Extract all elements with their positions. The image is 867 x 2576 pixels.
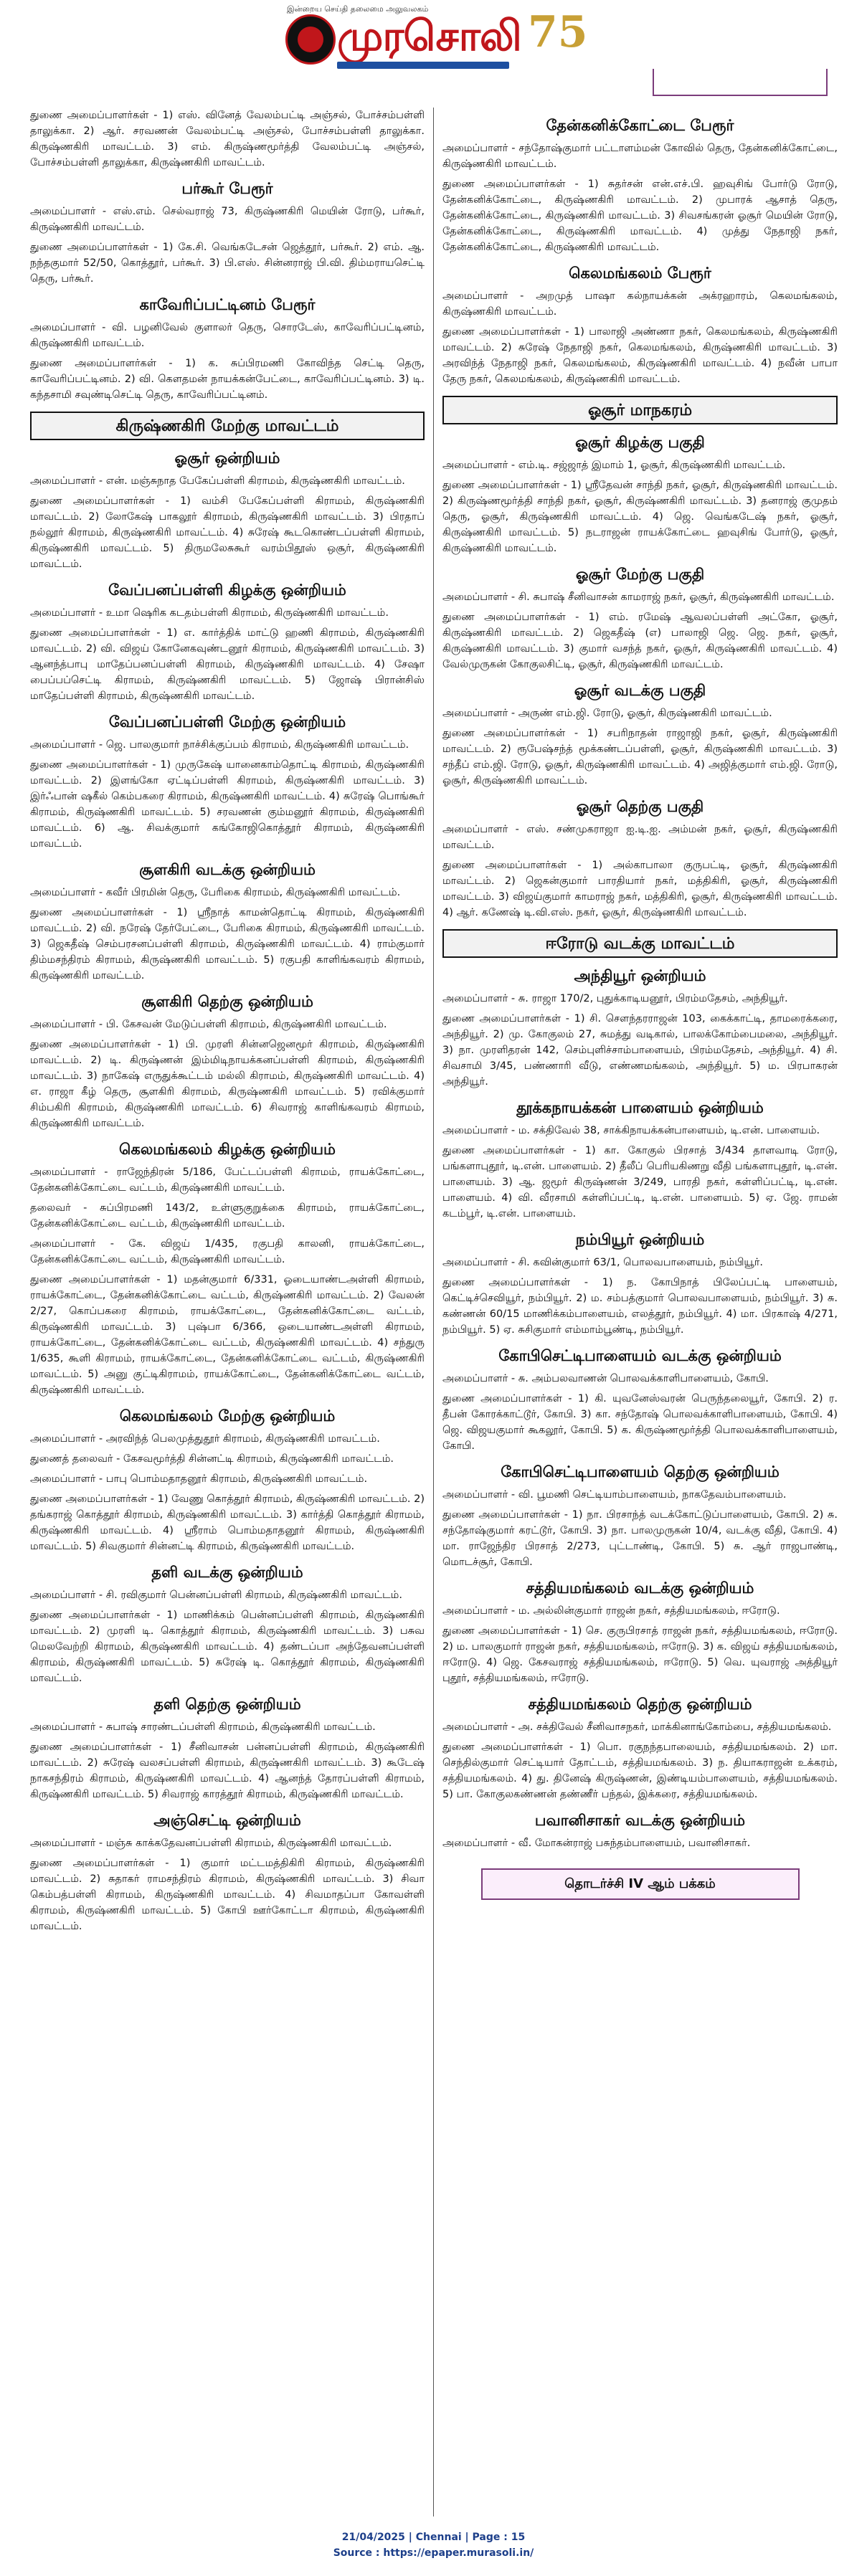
member-entry: துணை அமைப்பாளர்கள் - 1) மாணிக்கம் பென்னப்பள்ளி கிராமம், கிருஷ்ணகிரி மாவட்டம். 2) முரளி டி. கொத்தூர் கிராமம், கிருஷ்ணகிரி மாவட்டம். 3) பசுவ மெலவேற்றி கிராமம், கிருஷ்ணகிரி மாவட்டம். 4) தண்டப்பா அந்தேவனப்பள்ளி கிராமம், கிருஷ்ணகிரி மாவட்டம். 5) சுரேஷ் டி. கொத்தூர் கிராமம், கிருஷ்ணகிரி மாவட்டம். bbox=[30, 1610, 425, 1684]
member-entry: அமைப்பாளர் - பாபு பொம்மதாதனூர் கிராமம், கிருஷ்ணகிரி மாவட்டம். bbox=[30, 1473, 368, 1485]
section-heading: கெலமங்கலம் கிழக்கு ஒன்றியம் bbox=[119, 1140, 336, 1158]
section-heading: தளி வடக்கு ஒன்றியம் bbox=[151, 1563, 303, 1581]
left-column bbox=[22, 108, 434, 2516]
section-heading: ஓசூர் மேற்கு பகுதி bbox=[575, 565, 705, 583]
member-entry: துணை அமைப்பாளர்கள் - 1) நா. பிரசாந்த் வடக்கோட்டுப்பாளையம், கோபி. 2) சு. சந்தோஷ்குமார் கரட்டூர், கோபி. 3) நா. பாலமுருகன் 10/4, வடக்கு வீதி, கோபி. 4) மா. ராஜேந்திர பிரசாத் 2/273, புட்டாண்டி, கோபி. 5) சு. ஆர் ராஜபாண்டி, மொடச்சூர், கோபி. bbox=[442, 1509, 838, 1568]
member-entry: அமைப்பாளர் - கே. விஜய் 1/435, ரகுபதி காலனி, ராயக்கோட்டை, தேன்கனிக்கோட்டை வட்டம், கிருஷ்ணகிரி மாவட்டம். bbox=[30, 1238, 425, 1265]
member-entry: அமைப்பாளர் - என். மஞ்சுநாத பேகேப்பள்ளி கிராமம், கிருஷ்ணகிரி மாவட்டம். bbox=[30, 475, 405, 487]
member-entry: துணை அமைப்பாளர்கள் - 1) சுதர்சன் என்.எச்.பி. ஹவுசிங் போர்டு ரோடு, தேன்கனிக்கோட்டை, கிருஷ்ணகிரி மாவட்டம். 2) முபாரக் ஆசாத் தெரு, தேன்கனிக்கோட்டை, கிருஷ்ணகிரி மாவட்டம். 3) சிவசங்கரன் ஓசூர் மெயின் ரோடு, தேன்கனிக்கோட்டை, கிருஷ்ணகிரி மாவட்டம். 4) முத்து நேதாஜி நகர், தேன்கனிக்கோட்டை, கிருஷ்ணகிரி மாவட்டம். bbox=[442, 179, 838, 253]
section-heading: கெலமங்கலம் மேற்கு ஒன்றியம் bbox=[119, 1407, 336, 1425]
member-entry: அமைப்பாளர் - அ. சக்திவேல் சீனிவாசநகர், மாக்கினாங்கோம்பை, சத்தியமங்கலம். bbox=[442, 1721, 832, 1733]
member-entry: துணை அமைப்பாளர்கள் - 1) மதன்குமார் 6/331, ஓடையாண்டஅள்ளி கிராமம், ராயக்கோட்டை, தேன்கனிக்கோட்டை வட்டம், கிருஷ்ணகிரி மாவட்டம். 2) வேலன் 2/27, கொப்பகரை கிராமம், ராயக்கோட்டை, தேன்கனிக்கோட்டை வட்டம், கிருஷ்ணகிரி மாவட்டம். 3) புஷ்பா 6/366, ஒடையாண்டஅள்ளி கிராமம், ராயக்கோட்டை, தேன்கனிக்கோட்டை வட்டம், கிருஷ்ணகிரி மாவட்டம். 4) சந்துரு 1/635, கூளி கிராமம், ராயக்கோட்டை, தேன்கனிக்கோட்டை வட்டம், கிருஷ்ணகிரி மாவட்டம். 5) அனு குட்டிகிராமம், ராயக்கோட்டை, தேன்கனிக்கோட்டை வட்டம், கிருஷ்ணகிரி மாவட்டம். bbox=[30, 1274, 425, 1396]
member-entry: துணை அமைப்பாளர்கள் - 1) குமார் மட்டமத்திகிரி கிராமம், கிருஷ்ணகிரி மாவட்டம். 2) சுதாகர் ராமசந்திரம் கிராமம், கிருஷ்ணகிரி மாவட்டம். 3) சிவா கெம்பத்பள்ளி கிராமம், கிருஷ்ணகிரி மாவட்டம். 4) சிவமாதப்பா கோவள்ளி கிராமம், கிருஷ்ணகிரி மாவட்டம். 5) கோபி ஊர்கோட்டா கிராமம், கிருஷ்ணகிரி மாவட்டம். bbox=[30, 1858, 425, 1932]
footer-source: Source : https://epaper.murasoli.in/ bbox=[333, 2547, 534, 2559]
member-entry: அமைப்பாளர் - எஸ்.எம். செல்வராஜ் 73, கிருஷ்ணகிரி மெயின் ரோடு, பர்கூர், கிருஷ்ணகிரி மாவட்டம். bbox=[30, 206, 425, 233]
section-heading: கெலமங்கலம் பேரூர் bbox=[569, 264, 711, 282]
member-entry: அமைப்பாளர் - ஜெ. பாலகுமார் நாச்சிக்குப்பம் கிராமம், கிருஷ்ணகிரி மாவட்டம். bbox=[30, 739, 409, 751]
section-heading: நம்பியூர் ஒன்றியம் bbox=[575, 1230, 705, 1248]
member-entry: அமைப்பாளர் - ம. அல்லின்குமார் ராஜன் நகர், சத்தியமங்கலம், ஈரோடு. bbox=[442, 1605, 780, 1617]
member-entry: அமைப்பாளர் - சி. சுபாஷ் சீனிவாசன் காமராஜ் நகர், ஓசூர், கிருஷ்ணகிரி மாவட்டம். bbox=[442, 591, 835, 603]
member-entry: அமைப்பாளர் - கவீர் பிரமின் தெரு, பேரிகை கிராமம், கிருஷ்ணகிரி மாவட்டம். bbox=[30, 887, 401, 898]
member-entry: துணை அமைப்பாளர்கள் - 1) ஸ்ரீநாத் காமன்தொட்டி கிராமம், கிருஷ்ணகிரி மாவட்டம். 2) வி. நரேஷ் தேர்பேட்டை, பேரிகை கிராமம், கிருஷ்ணகிரி மாவட்டம். 3) ஜெகதீஷ் செம்பரசனப்பள்ளி கிராமம், கிருஷ்ணகிரி மாவட்டம். 4) ராம்குமார் திம்மசந்திரம் கிராமம், கிருஷ்ணகிரி மாவட்டம். 5) ரகுபதி காளிங்கவரம் கிராமம், கிருஷ்ணகிரி மாவட்டம். bbox=[30, 907, 425, 982]
member-entry: துணை அமைப்பாளர்கள் - 1) அல்காபாலா குருபட்டி, ஓசூர், கிருஷ்ணகிரி மாவட்டம். 2) ஜெகன்குமார் பாரதியார் நகர், மத்திகிரி, ஓசூர், கிருஷ்ணகிரி மாவட்டம். 3) விஜய்குமார் காமராஜ் நகர், மத்திகிரி, ஓசூர், கிருஷ்ணகிரி மாவட்டம். 4) ஆர். கணேஷ் டி.வி.எஸ். நகர், ஓசூர், கிருஷ்ணகிரி மாவட்டம். bbox=[442, 860, 838, 918]
member-entry: துணை அமைப்பாளர்கள் - 1) முருகேஷ் யானைகாம்தொட்டி கிராமம், கிருஷ்ணகிரி மாவட்டம். 2) இளங்கோ ஏட்டிப்பள்ளி கிராமம், கிருஷ்ணகிரி மாவட்டம். 3) இர்ஃபான் ஷகீல் கெம்பகரை கிராமம், கிருஷ்ணகிரி மாவட்டம். 4) சுரேஷ் பொங்கூர் கிராமம், கிருஷ்ணகிரி மாவட்டம். 5) சரவணன் கும்மனூர் கிராமம், கிருஷ்ணகிரி மாவட்டம். 6) ஆ. சிவக்குமார் கங்கோஜிகொத்தூர் கிராமம், கிருஷ்ணகிரி மாவட்டம். bbox=[30, 759, 425, 850]
district-banner: கிருஷ்ணகிரி மேற்கு மாவட்டம் bbox=[30, 412, 425, 440]
member-entry: அமைப்பாளர் - பி. கேசவன் மேடுப்பள்ளி கிராமம், கிருஷ்ணகிரி மாவட்டம். bbox=[30, 1019, 387, 1030]
section-heading: வேப்பனப்பள்ளி மேற்கு ஒன்றியம் bbox=[108, 713, 346, 731]
member-entry: துணை அமைப்பாளர்கள் - 1) கி. யுவனேஸ்வரன் பெருந்தலையூர், கோபி. 2) ர. தீபன் கோரக்காட்டூர், கோபி. 3) கா. சந்தோஷ் பொலவக்காளிபாளையம், கோபி. 4) ஜெ. விஜயகுமார் கூகலூர், கோபி. 5) க. கிருஷ்ணமூர்த்தி பொலவக்காளிபாளையம், கோபி. bbox=[442, 1393, 838, 1452]
party-emblem-icon bbox=[285, 14, 336, 65]
district-banner: ஈரோடு வடக்கு மாவட்டம் bbox=[442, 929, 838, 958]
member-entry: துணை அமைப்பாளர்கள் - 1) ந. கோபிநாத் பிலேப்பட்டி பாளையம், கெட்டிச்செவியூர், நம்பியூர். 2) ம. சம்பத்குமார் பொலவபாளையம், நம்பியூர். 3) சு. கண்ணன் 60/15 மாணிக்கம்பாளையம், எலத்தூர், நம்பியூர். 4) மா. பிரகாஷ் 4/271, நம்பியூர். 5) ஏ. சுசிகுமார் எம்மாம்பூண்டி, நம்பியூர். bbox=[442, 1277, 838, 1336]
member-entry: அமைப்பாளர் - சி. கவின்குமார் 63/1, பொலவபாளையம், நம்பியூர். bbox=[442, 1257, 763, 1268]
member-entry: துணை அமைப்பாளர்கள் - 1) எ. கார்த்திக் மாட்டு ஹணி கிராமம், கிருஷ்ணகிரி மாவட்டம். 2) வி. விஜய் கோனேகவுண்டனூர் கிராமம், கிருஷ்ணகிரி மாவட்டம். 3) ஆனந்த்பாபு மாதேப்பனப்பள்ளி கிராமம், கிருஷ்ணகிரி மாவட்டம். 4) சேஷா பைப்பப்செட்டி கிராமம், கிருஷ்ணகிரி மாவட்டம். 5) ஜோஷ் பிரான்சிஸ் மாதேப்பள்ளி கிராமம், கிருஷ்ணகிரி மாவட்டம். bbox=[30, 627, 425, 702]
member-entry: தலைவர் - சுப்பிரமணி 143/2, உள்ளுகுறுக்கை கிராமம், ராயக்கோட்டை, தேன்கனிக்கோட்டை வட்டம், கிருஷ்ணகிரி மாவட்டம். bbox=[30, 1202, 425, 1230]
masthead-tagline: இன்றைய செய்தி தலைமை அலுவலகம் bbox=[287, 4, 429, 14]
section-heading: ஓசூர் ஒன்றியம் bbox=[174, 449, 280, 467]
logo-underline bbox=[337, 62, 509, 69]
masthead bbox=[0, 0, 867, 108]
section-heading: தேன்கனிக்கோட்டை பேரூர் bbox=[546, 116, 734, 134]
section-heading: அந்தியூர் ஒன்றியம் bbox=[574, 966, 706, 984]
member-entry: அமைப்பாளர் - அருண் எம்.ஜி. ரோடு, ஓசூர், கிருஷ்ணகிரி மாவட்டம். bbox=[442, 708, 772, 719]
member-entry: துணை அமைப்பாளர்கள் - 1) வேணு கொத்தூர் கிராமம், கிருஷ்ணகிரி மாவட்டம். 2) தங்கராஜ் கொத்தூர் கிராமம், கிருஷ்ணகிரி மாவட்டம். 3) கார்த்தி கொத்தூர் கிராமம், கிருஷ்ணகிரி மாவட்டம். 4) ஸ்ரீராம் பொம்மதாதனூர் கிராமம், கிருஷ்ணகிரி மாவட்டம். 5) சிவகுமார் சின்னட்டி கிராமம், கிருஷ்ணகிரி மாவட்டம். bbox=[30, 1493, 425, 1552]
member-entry: அமைப்பாளர் - எம்.டி. சஜ்ஜாத் இமாம் 1, ஓசூர், கிருஷ்ணகிரி மாவட்டம். bbox=[442, 460, 786, 471]
section-heading: அஞ்செட்டி ஒன்றியம் bbox=[153, 1811, 301, 1829]
section-heading: சூளகிரி வடக்கு ஒன்றியம் bbox=[139, 860, 316, 878]
member-entry: அமைப்பாளர் - வி. பூமணி செட்டியாம்பாளையம், நாகதேவம்பாளையம். bbox=[442, 1489, 787, 1501]
member-entry: அமைப்பாளர் - சி. ரவிகுமார் பென்னப்பள்ளி கிராமம், கிருஷ்ணகிரி மாவட்டம். bbox=[30, 1589, 402, 1601]
section-heading: பவானிசாகர் வடக்கு ஒன்றியம் bbox=[534, 1811, 746, 1829]
member-entry: துணை அமைப்பாளர்கள் - 1) பொ. ரகுநந்தபாலையம், சத்தியமங்கலம். 2) மா. செந்தில்குமார் செட்டியார் தோட்டம், சத்தியமங்கலம். 3) ந. தியாகராஜன் உக்கரம், சத்தியமங்கலம். 4) து. தினேஷ் கிருஷ்ணன், இண்டியம்பாளையம், சத்தியமங்கலம். 5) பா. கோகுலகண்ணன் தண்ணீர் பந்தல், இக்கரை, சத்தியமங்கலம். bbox=[442, 1741, 838, 1800]
section-heading: ஓசூர் தெற்கு பகுதி bbox=[576, 797, 704, 815]
section-heading: கோபிசெட்டிபாளையம் தெற்கு ஒன்றியம் bbox=[501, 1463, 780, 1481]
continued-notice: தொடர்ச்சி IV ஆம் பக்கம் bbox=[481, 1868, 800, 1900]
header-corner-box bbox=[653, 69, 828, 96]
member-entry: அமைப்பாளர் - சுபாஷ் சாரண்டப்பள்ளி கிராமம், கிருஷ்ணகிரி மாவட்டம். bbox=[30, 1721, 376, 1733]
member-entry: துணைத் தலைவர் - கேசவமூர்த்தி சின்னட்டி கிராமம், கிருஷ்ணகிரி மாவட்டம். bbox=[30, 1453, 394, 1465]
section-heading: தூக்கநாயக்கன் பாளையம் ஒன்றியம் bbox=[516, 1098, 764, 1116]
member-entry: அமைப்பாளர் - வீ. மோகன்ராஜ் பசுந்தம்பாளையம், பவானிசாகர். bbox=[442, 1838, 751, 1849]
member-entry: அமைப்பாளர் - சு. ராஜா 170/2, புதுக்காடியனூர், பிரம்மதேசம், அந்தியூர். bbox=[442, 993, 788, 1004]
section-heading: கோபிசெட்டிபாளையம் வடக்கு ஒன்றியம் bbox=[498, 1346, 782, 1364]
member-entry: துணை அமைப்பாளர்கள் - 1) பாலாஜி அண்ணா நகர், கெலமங்கலம், கிருஷ்ணகிரி மாவட்டம். 2) சுரேஷ் நேதாஜி நகர், கெலமங்கலம், கிருஷ்ணகிரி மாவட்டம். 3) அரவிந்த் நேதாஜி நகர், கெலமங்கலம், கிருஷ்ணகிரி மாவட்டம். 4) நவீன் பாபா தேரு நகர், கெலமங்கலம், கிருஷ்ணகிரி மாவட்டம். bbox=[442, 326, 838, 385]
member-entry: துணை அமைப்பாளர்கள் - 1) வம்சி பேகேப்பள்ளி கிராமம், கிருஷ்ணகிரி மாவட்டம். 2) லோகேஷ் பாகலூர் கிராமம், கிருஷ்ணகிரி மாவட்டம். 3) பிரதாப் நல்லூர் கிராமம், கிருஷ்ணகிரி மாவட்டம். 4) சுரேஷ் கூடகொண்டப்பள்ளி கிராமம், கிருஷ்ணகிரி மாவட்டம். 5) திருமலேசுகூர் வரம்பிதூஸ் ஒசூர், கிருஷ்ணகிரி மாவட்டம். bbox=[30, 495, 425, 570]
member-entry: அமைப்பாளர் - வி. பழனிவேல் குளாலர் தெரு, சொரடேஸ், காவேரிப்பட்டினம், கிருஷ்ணகிரி மாவட்டம். bbox=[30, 322, 425, 349]
newspaper-logo: முரசொலி bbox=[337, 11, 521, 60]
member-entry: துணை அமைப்பாளர்கள் - 1) செ. குருபிரசாத் ராஜன் நகர், சத்தியமங்கலம், ஈரோடு. 2) ம. பாலகுமார் ராஜன் நகர், சத்தியமங்கலம், ஈரோடு. 3) க. விஜய் சத்தியமங்கலம், ஈரோடு. 4) ஜெ. கேசவராஜ் சத்தியமங்கலம், ஈரோடு. 5) வெ. யுவராஜ் அத்தியூர் புதூர், சத்தியமங்கலம், ஈரோடு. bbox=[442, 1625, 838, 1684]
member-entry: அமைப்பாளர் - சந்தோஷ்குமார் பட்டாளம்மன் கோவில் தெரு, தேன்கனிக்கோட்டை, கிருஷ்ணகிரி மாவட்டம். bbox=[442, 143, 838, 170]
member-entry: அமைப்பாளர் - மஞ்சு காக்கதேவனப்பள்ளி கிராமம், கிருஷ்ணகிரி மாவட்டம். bbox=[30, 1838, 392, 1849]
member-entry: அமைப்பாளர் - எஸ். சண்முகராஜா ஐ.டி.ஐ. அம்மன் நகர், ஓசூர், கிருஷ்ணகிரி மாவட்டம். bbox=[442, 824, 838, 851]
member-entry: அமைப்பாளர் - அறமுத் பாஷா கல்நாயக்கன் அக்ரஹாரம், கெலமங்கலம், கிருஷ்ணகிரி மாவட்டம். bbox=[442, 290, 838, 318]
section-heading: சத்தியமங்கலம் தெற்கு ஒன்றியம் bbox=[528, 1695, 752, 1713]
jubilee-badge: 75 bbox=[528, 7, 588, 57]
section-heading: சூளகிரி தெற்கு ஒன்றியம் bbox=[141, 992, 313, 1010]
section-heading: தளி தெற்கு ஒன்றியம் bbox=[153, 1695, 301, 1713]
member-entry: துணை அமைப்பாளர்கள் - 1) சீனிவாசன் பன்னப்பள்ளி கிராமம், கிருஷ்ணகிரி மாவட்டம். 2) சுரேஷ் வலசப்பள்ளி கிராமம், கிருஷ்ணகிரி மாவட்டம். 3) கூடேஷ் நாகசந்திரம் கிராமம், கிருஷ்ணகிரி மாவட்டம். 4) ஆனந்த் தோரப்பள்ளி கிராமம், கிருஷ்ணகிரி மாவட்டம். 5) சிவராஜ் காரத்தூர் கிராமம், கிருஷ்ணகிரி மாவட்டம். bbox=[30, 1741, 425, 1800]
member-entry: துணை அமைப்பாளர்கள் - 1) க. சுப்பிரமணி கோவிந்த செட்டி தெரு, காவேரிப்பட்டினம். 2) வி. கௌதமன் நாயக்கன்பேட்டை, காவேரிப்பட்டினம். 3) டி. கந்தசாமி சவுண்டிசெட்டி தெரு, காவேரிப்பட்டினம். bbox=[30, 358, 425, 401]
article-body bbox=[22, 108, 846, 2516]
section-heading: பர்கூர் பேரூர் bbox=[181, 179, 273, 197]
right-column bbox=[434, 108, 846, 2516]
section-heading: ஓசூர் கிழக்கு பகுதி bbox=[575, 433, 705, 451]
member-entry: துணை அமைப்பாளர்கள் - 1) சி. சௌந்தரராஜன் 103, கைக்காட்டி, தாமரைக்கரை, அந்தியூர். 2) மு. கோகுலம் 27, சுமத்து வடிகால், பாலக்கோம்பைமலை, அந்தியூர். 3) நா. முரளிதரன் 142, செம்புளிச்சாம்பாளையம், பிரம்மதேசம், அந்தியூர். 4) சி. சிவசாமி 3/45, பண்ணாரி வீடு, எண்ணமங்கலம், அந்தியூர். 5) ம. பிரபாகரன் அந்தியூர். bbox=[442, 1013, 838, 1088]
member-entry: துணை அமைப்பாளர்கள் - 1) கே.சி. வெங்கடேசன் ஜெத்தூர், பர்கூர். 2) எம். ஆ. நந்தகுமார் 52/50, கொத்தூர், பர்கூர். 3) பி.எஸ். சின்னராஜ் பி.வி. திம்மராயசெட்டி தெரு, பர்கூர். bbox=[30, 242, 425, 285]
member-entry: துணை அமைப்பாளர்கள் - 1) சபரிநாதன் ராஜாஜி நகர், ஓசூர், கிருஷ்ணகிரி மாவட்டம். 2) ரூபேஷ்சந்த் மூக்கண்டப்பள்ளி, ஓசூர், கிருஷ்ணகிரி மாவட்டம். 3) சந்தீப் எம்.ஜி. ரோடு, ஓசூர், கிருஷ்ணகிரி மாவட்டம். 4) அஜித்குமார் எம்.ஜி. ரோடு, ஓசூர், கிருஷ்ணகிரி மாவட்டம். bbox=[442, 728, 838, 786]
section-heading: சத்தியமங்கலம் வடக்கு ஒன்றியம் bbox=[526, 1579, 754, 1597]
member-entry: துணை அமைப்பாளர்கள் - 1) எஸ். வினேத் வேலம்பட்டி அஞ்சல், போச்சம்பள்ளி தாலுக்கா. 2) ஆர். சரவணன் வேலம்பட்டி அஞ்சல், போச்சம்பள்ளி தாலுக்கா. கிருஷ்ணகிரி மாவட்டம். 3) எம். கிருஷ்ணமூர்த்தி வேலம்பட்டி அஞ்சல், போச்சம்பள்ளி தாலுக்கா, கிருஷ்ணகிரி மாவட்டம். bbox=[30, 110, 425, 168]
member-entry: அமைப்பாளர் - ராஜேந்திரன் 5/186, பேட்டப்பள்ளி கிராமம், ராயக்கோட்டை, தேன்கனிக்கோட்டை வட்டம், கிருஷ்ணகிரி மாவட்டம். bbox=[30, 1166, 425, 1194]
district-banner: ஓசூர் மாநகரம் bbox=[442, 396, 838, 424]
member-entry: துணை அமைப்பாளர்கள் - 1) ஸ்ரீதேவன் சாந்தி நகர், ஓசூர், கிருஷ்ணகிரி மாவட்டம். 2) கிருஷ்ணமூர்த்தி சாந்தி நகர், ஓசூர், கிருஷ்ணகிரி மாவட்டம். 3) தனராஜ் குமுதம் தெரு, ஓசூர், கிருஷ்ணகிரி மாவட்டம். 4) ஜெ. வெங்கடேஷ் நகர், ஓசூர், கிருஷ்ணகிரி மாவட்டம். 5) நடராஜன் ராயக்கோட்டை ஹவுசிங் போர்டு, ஓசூர், கிருஷ்ணகிரி மாவட்டம். bbox=[442, 480, 838, 554]
footer-date-page: 21/04/2025 | Chennai | Page : 15 bbox=[341, 2532, 526, 2543]
member-entry: அமைப்பாளர் - ம. சக்திவேல் 38, சாக்கிநாயக்கன்பாளையம், டி.என். பாளையம். bbox=[442, 1125, 820, 1136]
section-heading: வேப்பனப்பள்ளி கிழக்கு ஒன்றியம் bbox=[108, 581, 346, 599]
member-entry: துணை அமைப்பாளர்கள் - 1) பி. முரளி சின்னஜெனமூர் கிராமம், கிருஷ்ணகிரி மாவட்டம். 2) டி. கிருஷ்ணன் இம்மிடிநாயக்கனப்பள்ளி கிராமம், கிருஷ்ணகிரி மாவட்டம். 3) நாகேஷ் எருதுக்கூட்டம் மல்லி கிராமம், கிருஷ்ணகிரி மாவட்டம். 4) எ. ராஜா கீழ் தெரு, சூளகிரி கிராமம், கிருஷ்ணகிரி மாவட்டம். 5) ரவிக்குமார் சிம்பகிரி கிராமம், கிருஷ்ணகிரி மாவட்டம். 6) சிவராஜ் காளிங்கவரம் கிராமம், கிருஷ்ணகிரி மாவட்டம். bbox=[30, 1039, 425, 1129]
member-entry: அமைப்பாளர் - உமா ஷெரிக கடதம்பள்ளி கிராமம், கிருஷ்ணகிரி மாவட்டம். bbox=[30, 607, 389, 619]
member-entry: அமைப்பாளர் - சு. அம்பலவாணன் பொலவக்காளிபாளையம், கோபி. bbox=[442, 1373, 769, 1384]
member-entry: துணை அமைப்பாளர்கள் - 1) எம். ரமேஷ் ஆவலப்பள்ளி அட்கோ, ஓசூர், கிருஷ்ணகிரி மாவட்டம். 2) ஜெகதீஷ் (எ) பாலாஜி ஜெ. ஜெ. நகர், ஓசூர், கிருஷ்ணகிரி மாவட்டம். 3) குமார் வசந்த் நகர், ஓசூர், கிருஷ்ணகிரி மாவட்டம். 4) வேல்முருகன் கோகுலசிட்டி, ஓசூர், கிருஷ்ணகிரி மாவட்டம். bbox=[442, 612, 838, 670]
page-footer bbox=[0, 2529, 867, 2561]
member-entry: அமைப்பாளர் - அரவிந்த் பெலமுத்துதூர் கிராமம், கிருஷ்ணகிரி மாவட்டம். bbox=[30, 1433, 380, 1445]
section-heading: காவேரிப்பட்டினம் பேரூர் bbox=[139, 295, 316, 313]
member-entry: துணை அமைப்பாளர்கள் - 1) கா. கோகுல் பிரசாத் 3/434 தாளவாடி ரோடு, பங்களாபுதூர், டி.என். பாளையம். 2) தீலீப் பெரியகிணறு வீதி பங்களாபுதூர், டி.என். பாளையம். 3) ஆ. ஜமூர் கிருஷ்ணன் 3/249, பாரதி நகர், கள்ளிப்பட்டி, டி.என். பாளையம். 4) வி. வீரசாமி கள்ளிப்பட்டி, டி.என். பாளையம். 5) ஏ. ஜே. ராமன் கடம்பூர், டி.என். பாளையம். bbox=[442, 1145, 838, 1220]
section-heading: ஓசூர் வடக்கு பகுதி bbox=[574, 681, 706, 699]
